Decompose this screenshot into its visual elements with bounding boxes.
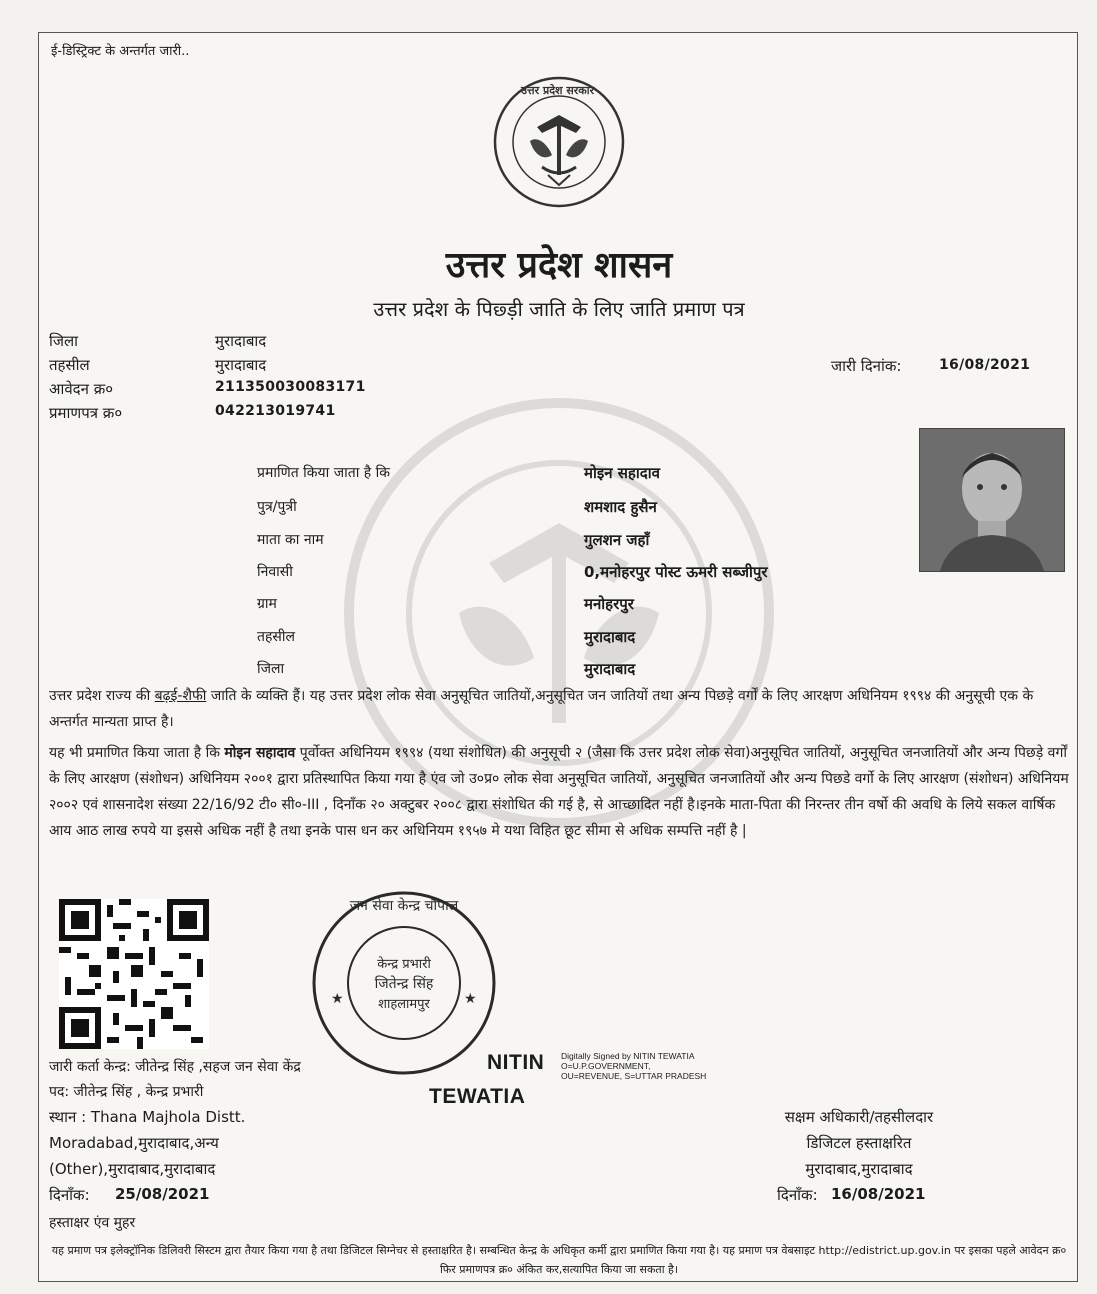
issue-date-value: 16/08/2021 (939, 357, 1031, 373)
seal-line: केन्द्र प्रभारी (377, 957, 431, 972)
applicant-name-inline: मोइन सहादाव (224, 745, 296, 761)
digital-sign-name: TEWATIA (429, 1085, 526, 1108)
header-note: ई-डिस्ट्रिक्ट के अन्तर्गत जारी.. (51, 44, 190, 59)
authority-date-value: 16/08/2021 (831, 1185, 926, 1203)
issuer-post: पद: जीतेन्द्र सिंह , केन्द्र प्रभारी (49, 1084, 204, 1100)
detail-value: मुरादाबाद (584, 628, 636, 646)
detail-value: शमशाद हुसैन (584, 498, 657, 516)
certificate-subtitle: उत्तर प्रदेश के पिछ्ड़ी जाति के लिए जाति प्रमाण पत्र (373, 297, 745, 321)
issuer-date-label: दिनाँक: (49, 1186, 90, 1204)
seal-line: शाहलामपुर (378, 997, 430, 1012)
seal-star-icon: ★ (331, 991, 344, 1007)
certificate-number: 042213019741 (215, 403, 336, 419)
caste-name: बढ़ई-शैफी (154, 688, 207, 704)
verification-qr-code (59, 899, 209, 1049)
detail-label: माता का नाम (257, 532, 324, 548)
seal-ring-text: जन सेवा केन्द्र चौपाल (349, 898, 459, 914)
detail-value: मोइन सहादाव (584, 464, 660, 482)
detail-label: पुत्र/पुत्री (257, 499, 297, 515)
seal-line: जितेन्द्र सिंह (374, 976, 434, 992)
digital-sign-name: NITIN (487, 1051, 545, 1074)
issuer-place-line: स्थान : Thana Majhola Distt. (49, 1108, 246, 1126)
page-title: उत्तर प्रदेश शासन (445, 244, 673, 286)
emblem-text: उत्तर प्रदेश सरकार (521, 84, 595, 97)
caste-paragraph: उत्तर प्रदेश राज्य की बढ़ई-शैफी जाति के व्यक्ति हैं। यह उत्तर प्रदेश लोक सेवा अनुसूचित जातियों,अनुसूचित जन जातियों तथा अन्य पिछड़े वर्गों के लिए आरक्षण अधिनियम १९९४ की अनुसूची एक के अन्तर्गत मान्यता प्राप्त है। (49, 688, 1034, 730)
district-label: जिला (49, 332, 79, 350)
person-photo-icon (920, 429, 1064, 571)
detail-label: ग्राम (257, 596, 277, 612)
digital-sign-details: Digitally Signed by NITIN TEWATIA O=U.P.GOVERNMENT, OU=REVENUE, S=UTTAR PRADESH (561, 1051, 707, 1081)
issuer-center: जारी कर्ता केन्द्र: जीतेन्द्र सिंह ,सहज जन सेवा केंद्र (49, 1059, 301, 1075)
service-center-seal (309, 888, 499, 1078)
detail-label: तहसील (257, 629, 295, 645)
issuer-place-line: (Other),मुरादाबाद,मुरादाबाद (49, 1160, 216, 1178)
detail-value: गुलशन जहाँ (584, 531, 650, 549)
issuer-place-line: Moradabad,मुरादाबाद,अन्य (49, 1134, 219, 1152)
tehsil-label: तहसील (49, 356, 90, 374)
applicant-photo (919, 428, 1065, 572)
detail-value: मनोहरपुर (584, 595, 634, 613)
issue-date-label: जारी दिनांक: (831, 357, 902, 375)
application-number: 211350030083171 (215, 379, 366, 395)
footer-note: यह प्रमाण पत्र इलेक्ट्रॉनिक डिलिवरी सिस्टम द्वारा तैयार किया गया है तथा डिजिटल सिग्नेचर से हस्ताक्षरित है। सम्बन्धित केन्द्र के अधिकृत कर्मी द्वारा प्रमाणित किया गया है। यह प्रमाण पत्र वेबसाइट http://edistrict.up.gov.in पर इसका पहले आवेदन क्र० फिर प्रमाणपत्र क्र० अंकित कर,सत्यापित किया जा सकता है। (51, 1244, 1067, 1276)
issuer-date-value: 25/08/2021 (115, 1185, 210, 1203)
detail-label: निवासी (257, 564, 293, 580)
district-value: मुरादाबाद (215, 332, 267, 350)
signature-label: हस्ताक्षर एंव मुहर (49, 1215, 136, 1231)
authority-signed: डिजिटल हस्ताक्षरित (806, 1134, 912, 1152)
application-label: आवेदन क्र० (49, 380, 114, 398)
tehsil-value: मुरादाबाद (215, 356, 267, 374)
certificate-number-label: प्रमाणपत्र क्र० (49, 404, 123, 422)
detail-label: प्रमाणित किया जाता है कि (257, 465, 391, 481)
certificate-document (38, 32, 1078, 1282)
seal-star-icon: ★ (464, 991, 477, 1007)
detail-label: जिला (257, 661, 285, 677)
certification-paragraph: यह भी प्रमाणित किया जाता है कि मोइन सहादाव पूर्वोक्त अधिनियम १९९४ (यथा संशोधित) की अनुसूची २ (जैसा कि उत्तर प्रदेश लोक सेवा)अनुसूचित जातियों, अनुसूचित जनजातियों और अन्य पिछड़े वर्गों के लिए आरक्षण (संशोधन) अधिनियम २००१ द्वारा प्रतिस्थापित किया गया है एंव जो उ०प्र० लोक सेवा अनुसूचित जातियों, अनुसूचित जनजातियों और अन्य पिछडे वर्गो के लिए आरक्षण (संशोधन) अधिनियम २००२ एवं शासनादेश संख्या 22/16/92 टी० सी०-III , दिनाँक २० अक्टुबर २००८ द्वारा संशोधित की गई है, से आच्छादित नहीं है।इनके माता-पिता की निरन्तर तीन वर्षो की अवधि के लिये सकल वार्षिक आय आठ लाख रुपये या इससे अधिक नहीं है तथा इनके पास धन कर अधिनियम १९५७ मे यथा विहित छूट सीमा से अधिक सम्पत्ति नहीं है | (49, 745, 1069, 839)
authority-title: सक्षम अधिकारी/तहसीलदार (784, 1108, 934, 1126)
detail-value: 0,मनोहरपुर पोस्ट ऊमरी सब्जीपुर (584, 563, 768, 581)
authority-place: मुरादाबाद,मुरादाबाद (805, 1160, 913, 1178)
detail-value: मुरादाबाद (584, 660, 636, 678)
authority-date-label: दिनाँक: (777, 1186, 818, 1204)
